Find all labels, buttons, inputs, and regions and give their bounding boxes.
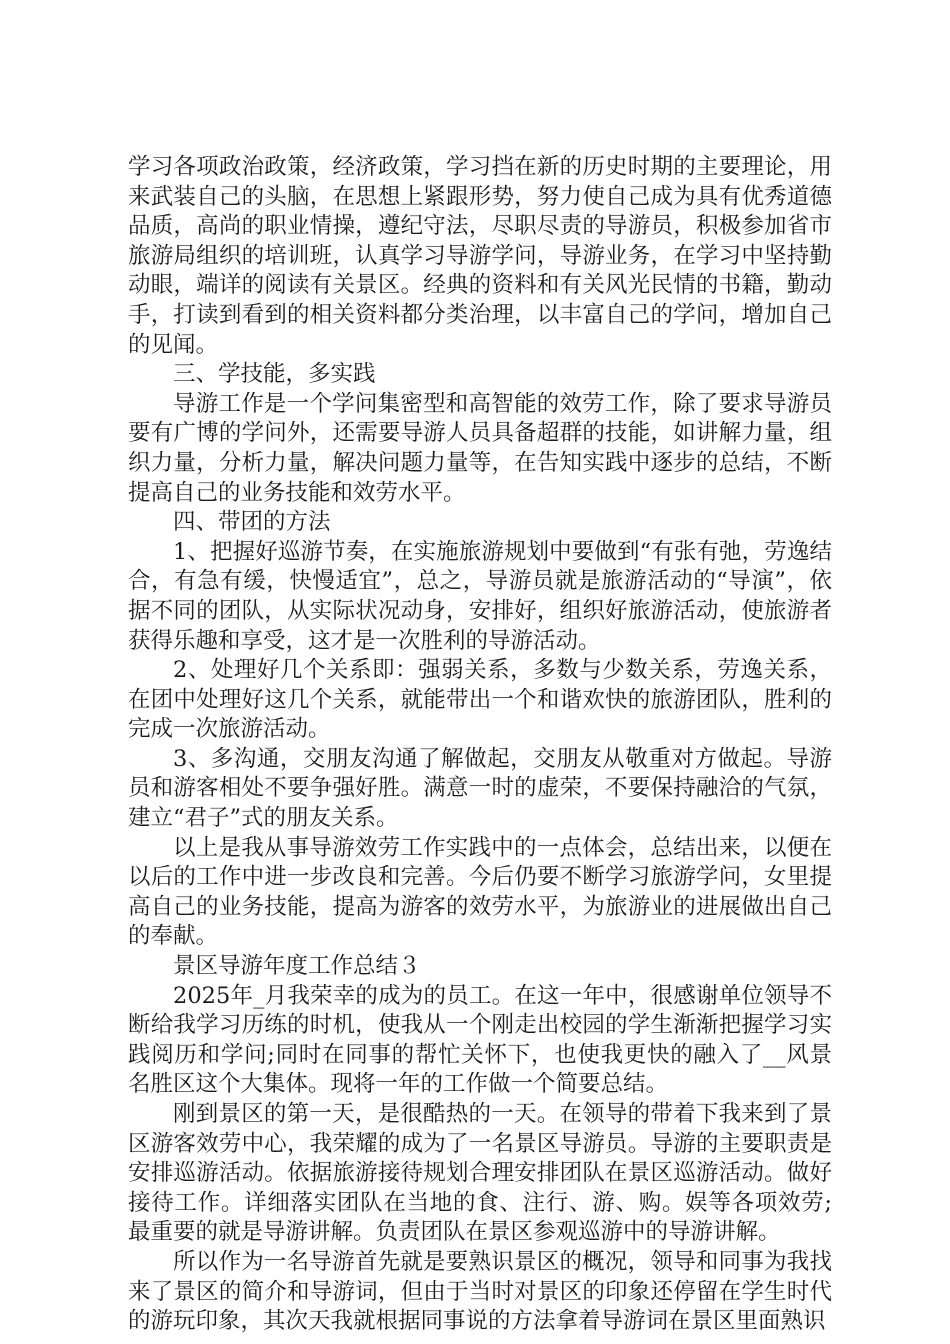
paragraph: 所以作为一名导游首先就是要熟识景区的概况，领导和同事为我找来了景区的简介和导游词，但由于当时对景区的印象还停留在学生时代的游玩印象，其次天我就根据同事说的方法拿着导游词在景区里面熟识: [128, 1248, 832, 1335]
section-heading-skills: 三、学技能，多实践: [173, 361, 376, 388]
paragraph: 刚到景区的第一天，是很酷热的一天。在领导的带着下我来到了景区游客效劳中心，我荣耀的成为了一名景区导游员。导游的主要职责是安排巡游活动。依据旅游接待规划合理安排团队在景区巡游活动。做好接待工作。详细落实团队在当地的食、注行、游、购。娱等各项效劳;最重要的就是导游讲解。负责团队在景区参观巡游中的导游讲解。: [128, 1101, 832, 1246]
paragraph: 2、处理好几个关系即：强弱关系，多数与少数关系，劳逸关系，在团中处理好这几个关系，就能带出一个和谐欢快的旅游团队，胜利的完成一次旅游活动。: [128, 657, 832, 743]
paragraph: 3、多沟通，交朋友沟通了解做起，交朋友从敬重对方做起。导游员和游客相处不要争强好胜。满意一时的虚荣，不要保持融洽的气氛，建立“君子”式的朋友关系。: [128, 745, 832, 832]
paragraph: 学习各项政治政策，经济政策，学习挡在新的历史时期的主要理论，用来武装自己的头脑，在思想上紧跟形势，努力使自己成为具有优秀道德品质，高尚的职业情操，遵纪守法，尽职尽责的导游员，积极参加省市旅游局组织的培训班，认真学习导游学问，导游业务，在学习中坚持勤动眼，端详的阅读有关景区。经典的资料和有关风光民情的书籍，勤动手，打读到看到的相关资料都分类治理，以丰富自己的学问，增加自己的见闻。: [128, 154, 832, 358]
document-body: [128, 153, 832, 1337]
paragraph: 2025年_月我荣幸的成为的员工。在这一年中，很感谢单位领导不断给我学习历练的时机，使我从一个刚走出校园的学生渐渐把握学习实践阅历和学问;同时在同事的帮忙关怀下，也使我更快的融入了__风景名胜区这个大集体。现将一年的工作做一个简要总结。: [128, 982, 832, 1098]
paragraph: 1、把握好巡游节奏，在实施旅游规划中要做到“有张有弛，劳逸结合，有急有缓，快慢适宜”，总之，导游员就是旅游活动的“导演”，依据不同的团队，从实际状况动身，安排好，组织好旅游活动，使旅游者获得乐趣和享受，这才是一次胜利的导游活动。: [128, 538, 832, 654]
section-heading-methods: 四、带团的方法: [173, 509, 331, 536]
paragraph: 导游工作是一个学问集密型和高智能的效劳工作，除了要求导游员要有广博的学问外，还需要导游人员具备超群的技能，如讲解力量，组织力量，分析力量，解决问题力量等，在告知实践中逐步的总结，不断提高自己的业务技能和效劳水平。: [128, 390, 832, 506]
section-title-summary-3: 景区导游年度工作总结３: [173, 953, 421, 980]
paragraph: 以上是我从事导游效劳工作实践中的一点体会，总结出来，以便在以后的工作中进一步改良和完善。今后仍要不断学习旅游学问，女里提高自己的业务技能，提高为游客的效劳水平，为旅游业的进展做出自己的奉献。: [128, 834, 832, 950]
